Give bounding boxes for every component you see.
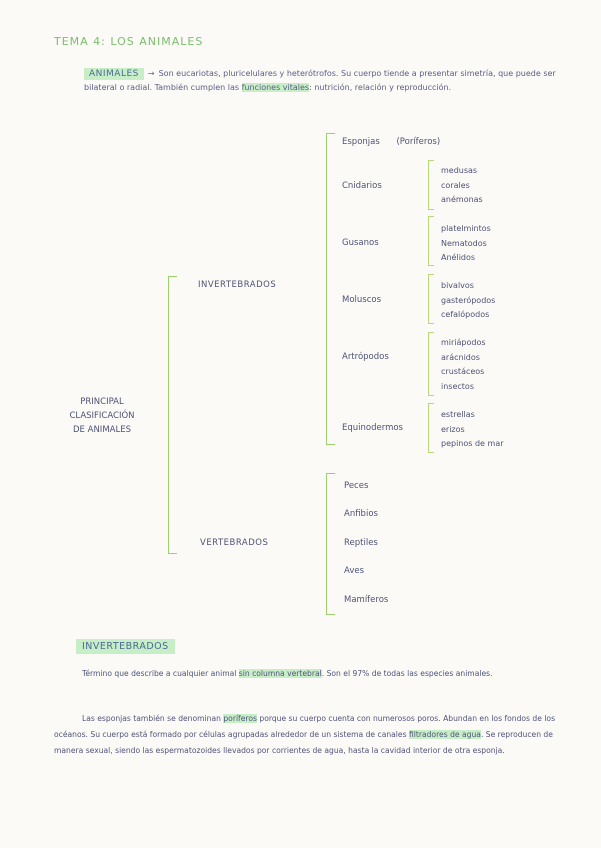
- vertebrados-bracket: [326, 473, 335, 615]
- group-moluscos: Moluscos: [342, 295, 382, 305]
- list-item: Nematodos: [441, 238, 487, 248]
- list-item: platelmintos: [441, 224, 491, 233]
- cnidarios-list: [441, 164, 483, 208]
- group-artropodos: Artrópodos: [342, 352, 389, 362]
- intro-highlight: funciones vitales: [241, 83, 310, 92]
- vert-peces: Peces: [344, 481, 369, 491]
- paragraph-2: [54, 711, 564, 759]
- moluscos-bracket: [428, 274, 434, 324]
- list-item: cefalópodos: [441, 310, 490, 319]
- paragraph-1: [54, 666, 564, 682]
- p2-text-3: . Se reproducen de manera sexual, siendo las espermatozoides llevados por corrientes de agua, hasta la cavidad interior de otra esponja.: [54, 730, 553, 755]
- list-item: bivalvos: [441, 281, 474, 290]
- invertebrados-bracket: [326, 133, 335, 445]
- vert-mamiferos: Mamíferos: [344, 595, 389, 605]
- vert-reptiles: Reptiles: [344, 538, 378, 548]
- gusanos-bracket: [428, 216, 434, 266]
- list-item: miriápodos: [441, 338, 486, 347]
- diagram-root: [52, 395, 152, 437]
- intro-paragraph: [84, 67, 564, 95]
- equinodermos-list: [441, 408, 504, 452]
- moluscos-list: [441, 279, 495, 323]
- list-item: insectos: [441, 381, 474, 391]
- group-name: Esponjas: [342, 137, 380, 147]
- p1-highlight: sin columna vertebral: [238, 669, 322, 678]
- animales-label: ANIMALES: [84, 68, 144, 80]
- list-item: anémonas: [441, 195, 483, 204]
- group-cnidarios: Cnidarios: [342, 181, 382, 191]
- p2-highlight-2: filtradores de agua: [408, 730, 481, 739]
- p2-highlight-1: poríferos: [223, 714, 257, 723]
- list-item: pepinos de mar: [441, 439, 504, 448]
- intro-text-1: Son eucariotas, pluricelulares y heterótrofos. Su cuerpo tiende a presentar simetría, que puede ser bilateral o radial. También cumplen las: [84, 69, 556, 92]
- root-line: DE ANIMALES: [73, 425, 131, 435]
- list-item: gasterópodos: [441, 295, 496, 305]
- p1-text-1: Término que describe a cualquier animal: [82, 669, 239, 678]
- arrow-icon: →: [147, 69, 155, 78]
- vert-aves: Aves: [344, 566, 365, 576]
- group-note: (Poríferos): [396, 137, 441, 147]
- invertebrados-label: INVERTEBRADOS: [198, 280, 277, 290]
- cnidarios-bracket: [428, 160, 434, 210]
- list-item: medusas: [441, 166, 478, 175]
- p2-text-2: porque su cuerpo cuenta con numerosos poros. Abundan en los fondos de los océanos. Su cuerpo está formado por células agrupadas alrededor de un sistema de canales: [54, 714, 556, 739]
- p2-text-1: Las esponjas también se denominan: [82, 714, 224, 723]
- intro-text-2: : nutrición, relación y reproducción.: [309, 83, 452, 92]
- group-gusanos: Gusanos: [342, 238, 379, 248]
- list-item: arácnidos: [441, 352, 480, 362]
- list-item: crustáceos: [441, 367, 485, 376]
- p1-text-2: . Son el 97% de todas las especies animales.: [321, 669, 493, 678]
- equinodermos-bracket: [428, 403, 434, 453]
- group-equinodermos: Equinodermos: [342, 423, 403, 433]
- list-item: Anélidos: [441, 253, 476, 262]
- list-item: erizos: [441, 424, 465, 434]
- section-heading-label: INVERTEBRADOS: [76, 639, 175, 654]
- root-bracket: [168, 276, 177, 554]
- vertebrados-label: VERTEBRADOS: [200, 538, 269, 548]
- vert-anfibios: Anfibios: [344, 509, 378, 519]
- list-item: estrellas: [441, 410, 475, 419]
- gusanos-list: [441, 222, 491, 266]
- list-item: corales: [441, 180, 470, 190]
- root-line: CLASIFICACIÓN: [69, 411, 135, 421]
- artropodos-list: [441, 336, 486, 394]
- page-title: TEMA 4: LOS ANIMALES: [54, 35, 204, 48]
- section-heading: [76, 634, 175, 653]
- artropodos-bracket: [428, 332, 434, 396]
- root-line: PRINCIPAL: [80, 397, 124, 407]
- group-esponjas: [342, 137, 440, 147]
